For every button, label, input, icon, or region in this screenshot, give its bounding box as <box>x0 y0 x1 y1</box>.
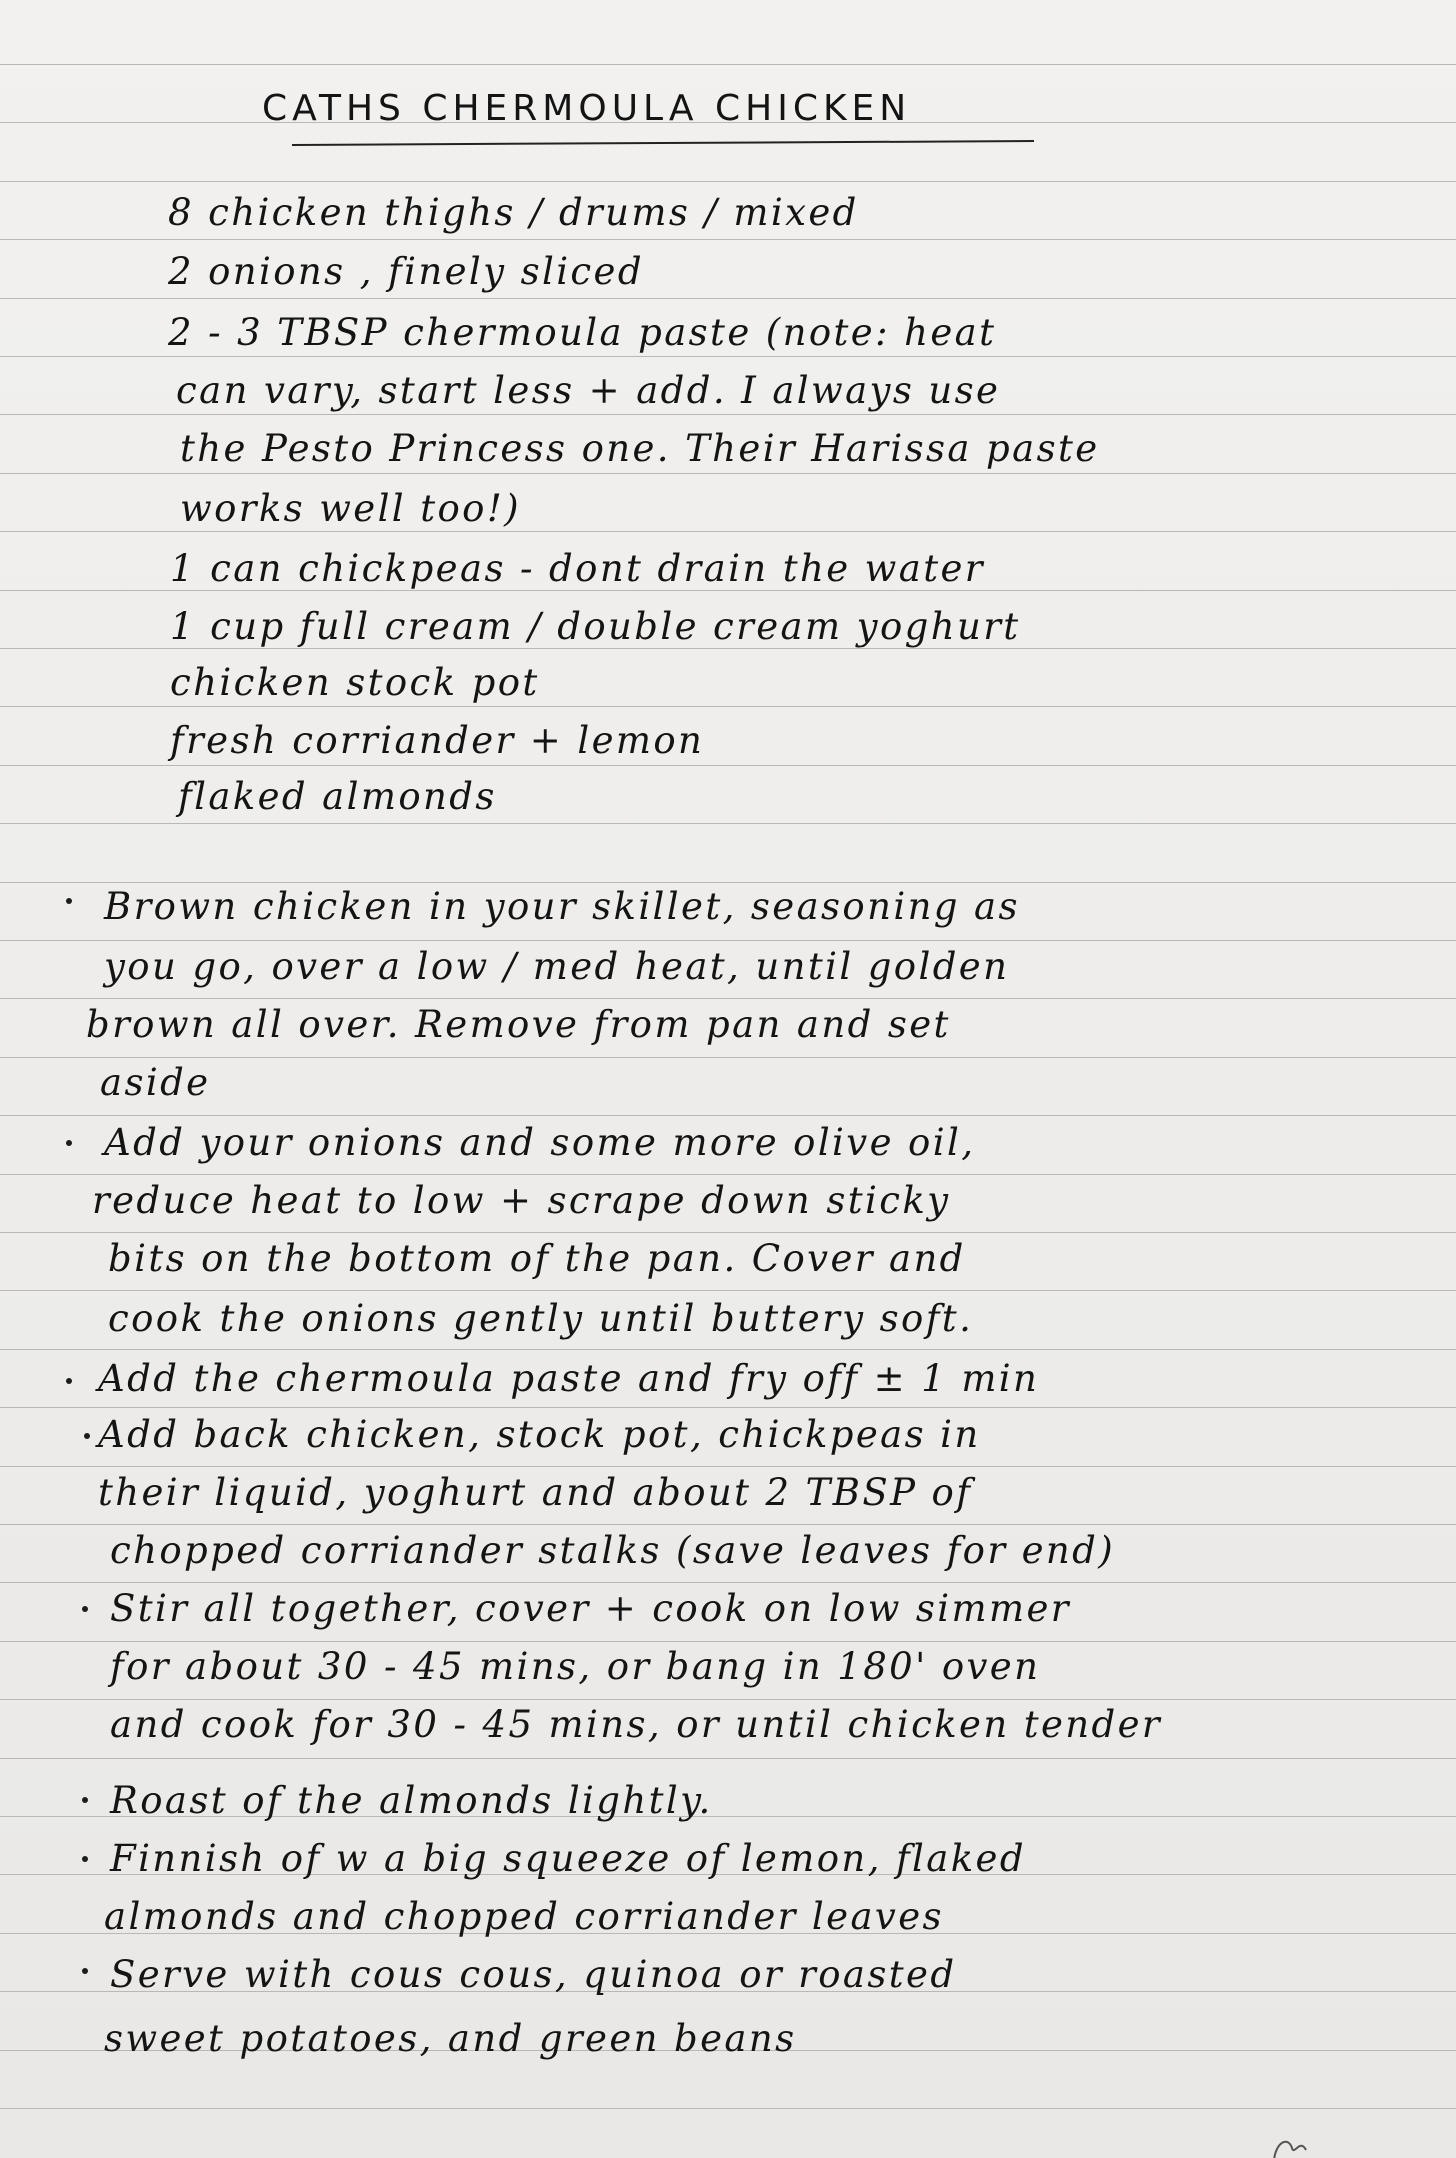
bullet-dot <box>84 1433 90 1439</box>
ingredient-line: 1 can chickpeas - dont drain the water <box>170 547 985 590</box>
ingredient-line: 2 onions , finely sliced <box>168 250 644 293</box>
ruled-line <box>0 2108 1456 2109</box>
ruled-line <box>0 940 1456 941</box>
bullet-dot <box>66 1140 72 1146</box>
ruled-line <box>0 882 1456 883</box>
ruled-line <box>0 998 1456 999</box>
method-line: Finnish of w a big squeeze of lemon, flaked <box>110 1837 1026 1880</box>
ruled-line <box>0 1232 1456 1233</box>
ingredient-line: works well too!) <box>180 487 521 530</box>
method-line: aside <box>100 1061 211 1104</box>
ruled-line <box>0 765 1456 766</box>
ingredient-line: flaked almonds <box>178 775 497 818</box>
bullet-dot <box>82 1606 88 1612</box>
ruled-line <box>0 1290 1456 1291</box>
ingredient-line: fresh corriander + lemon <box>170 719 705 762</box>
bullet-dot <box>82 1856 88 1862</box>
method-line: and cook for 30 - 45 mins, or until chicken tender <box>110 1703 1162 1746</box>
ingredient-line: 1 cup full cream / double cream yoghurt <box>170 605 1021 648</box>
method-line: Stir all together, cover + cook on low simmer <box>110 1587 1071 1630</box>
ruled-line <box>0 1174 1456 1175</box>
method-line: almonds and chopped corriander leaves <box>104 1895 944 1938</box>
ruled-line <box>0 1466 1456 1467</box>
ruled-line <box>0 356 1456 357</box>
ruled-line <box>0 414 1456 415</box>
method-line: Add your onions and some more olive oil, <box>104 1121 976 1164</box>
method-line: reduce heat to low + scrape down sticky <box>92 1179 951 1222</box>
method-line: brown all over. Remove from pan and set <box>86 1003 951 1046</box>
ingredient-line: 8 chicken thighs / drums / mixed <box>168 191 859 234</box>
method-line: Serve with cous cous, quinoa or roasted <box>110 1953 957 1996</box>
method-line: you go, over a low / med heat, until golden <box>104 945 1010 988</box>
ruled-line <box>0 648 1456 649</box>
pen-mark <box>1266 2130 1316 2158</box>
ruled-line <box>0 1582 1456 1583</box>
ruled-line <box>0 239 1456 240</box>
method-line: bits on the bottom of the pan. Cover and <box>108 1237 966 1280</box>
ruled-line <box>0 181 1456 182</box>
method-line: their liquid, yoghurt and about 2 TBSP of <box>98 1471 973 1514</box>
ruled-line <box>0 64 1456 65</box>
method-line: sweet potatoes, and green beans <box>104 2017 797 2060</box>
ruled-line <box>0 531 1456 532</box>
ruled-line <box>0 1115 1456 1116</box>
ruled-line <box>0 473 1456 474</box>
ingredient-line: 2 - 3 TBSP chermoula paste (note: heat <box>168 311 997 354</box>
bullet-dot <box>66 898 72 904</box>
ingredient-line: the Pesto Princess one. Their Harissa paste <box>180 427 1100 470</box>
bullet-dot <box>82 1797 88 1803</box>
method-line: Roast of the almonds lightly. <box>110 1779 713 1822</box>
ingredient-line: chicken stock pot <box>170 661 540 704</box>
method-line: Brown chicken in your skillet, seasoning as <box>104 885 1020 928</box>
ruled-line <box>0 1758 1456 1759</box>
ingredient-line: can vary, start less + add. I always use <box>176 369 1001 412</box>
ruled-line <box>0 298 1456 299</box>
bullet-dot <box>66 1378 72 1384</box>
method-line: for about 30 - 45 mins, or bang in 180' oven <box>110 1645 1041 1688</box>
ruled-line <box>0 706 1456 707</box>
ruled-line <box>0 1699 1456 1700</box>
ruled-line <box>0 1057 1456 1058</box>
ruled-line <box>0 1407 1456 1408</box>
method-line: Add back chicken, stock pot, chickpeas in <box>98 1413 981 1456</box>
bullet-dot <box>82 1968 88 1974</box>
ruled-line <box>0 823 1456 824</box>
method-line: Add the chermoula paste and fry off ± 1 min <box>98 1357 1040 1400</box>
ruled-line <box>0 1641 1456 1642</box>
method-line: chopped corriander stalks (save leaves for end) <box>110 1529 1116 1572</box>
ruled-line <box>0 590 1456 591</box>
method-line: cook the onions gently until buttery soft. <box>108 1297 974 1340</box>
ruled-line <box>0 1524 1456 1525</box>
recipe-title: CATHS CHERMOULA CHICKEN <box>262 88 912 129</box>
ruled-line <box>0 1349 1456 1350</box>
